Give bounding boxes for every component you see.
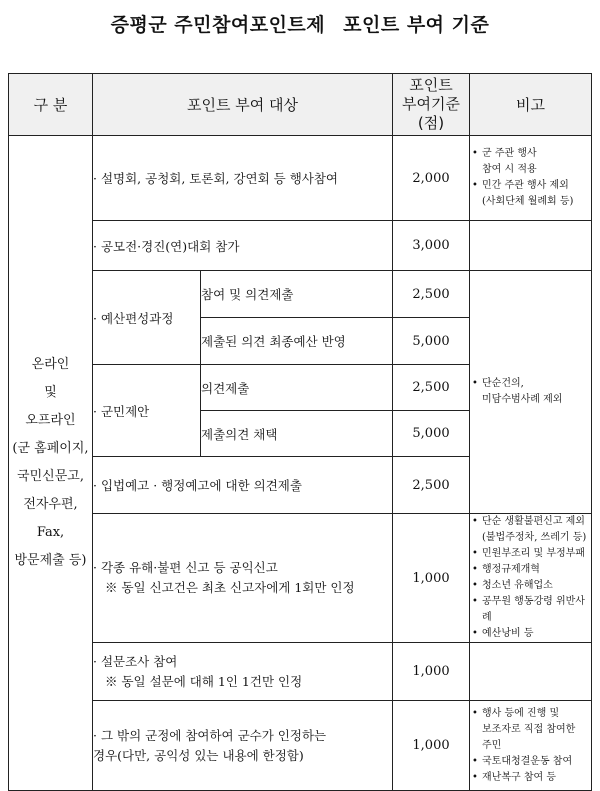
points-value: 2,500 (393, 271, 470, 318)
points-value: 2,500 (393, 457, 470, 514)
header-row (9, 74, 592, 136)
points-value: 1,000 (393, 643, 470, 701)
sub-item: 제출된 의견 최종예산 반영 (201, 318, 393, 365)
item-contest: · 공모전·경진(연)대회 참가 (93, 221, 393, 271)
points-value: 1,000 (393, 701, 470, 791)
table-row (9, 701, 592, 791)
item-budget: · 예산편성과정 (93, 271, 201, 365)
points-value: 5,000 (393, 411, 470, 457)
points-value: 2,000 (393, 136, 470, 221)
sub-item: 참여 및 의견제출 (201, 271, 393, 318)
item-survey: · 설문조사 참여 ※ 동일 설문에 대해 1인 1건만 인정 (93, 643, 393, 701)
points-criteria-table (8, 73, 592, 791)
table-row (9, 643, 592, 701)
document-title (0, 10, 600, 37)
note-cell: • 군 주관 행사 참여 시 적용 • 민간 주관 행사 제외 (사회단체 월례회 등) (470, 136, 592, 221)
item-legislative-notice: · 입법예고 · 행정예고에 대한 의견제출 (93, 457, 393, 514)
points-value: 1,000 (393, 514, 470, 643)
note-cell-empty (470, 221, 592, 271)
table-row (9, 271, 592, 318)
category-cell: 온라인 및 오프라인 (군 홈페이지, 국민신문고, 전자우편, Fax, 방문제출 등) (9, 136, 93, 791)
header-target: 포인트 부여 대상 (93, 74, 393, 136)
points-value: 3,000 (393, 221, 470, 271)
header-note: 비고 (470, 74, 592, 136)
points-value: 5,000 (393, 318, 470, 365)
header-points (393, 74, 470, 136)
item-proposal: · 군민제안 (93, 365, 201, 457)
title-left: 증평군 주민참여포인트제 (110, 14, 326, 36)
table-row (9, 221, 592, 271)
note-cell: • 행사 등에 진행 및 보조자로 직접 참여한 주민 • 국토대청결운동 참여 • 재난복구 참여 등 (470, 701, 592, 791)
item-public-report: · 각종 유해·불편 신고 등 공익신고 ※ 동일 신고건은 최초 신고자에게 1회만 인정 (93, 514, 393, 643)
header-points-line1: 포인트 (409, 76, 453, 94)
points-value: 2,500 (393, 365, 470, 411)
note-cell-empty (470, 643, 592, 701)
sub-item: 제출의견 채택 (201, 411, 393, 457)
sub-item: 의견제출 (201, 365, 393, 411)
item-other: · 그 밖의 군정에 참여하여 군수가 인정하는 경우(다만, 공익성 있는 내용에 한정함) (93, 701, 393, 791)
header-points-line3: (점) (417, 114, 445, 132)
table-row (9, 514, 592, 643)
header-points-line2: 부여기준 (402, 95, 460, 113)
table-row (9, 136, 592, 221)
note-cell: • 단순건의, 미담수범사례 제외 (470, 271, 592, 514)
title-right: 포인트 부여 기준 (343, 14, 490, 36)
note-cell: • 단순 생활불편신고 제외 (불법주정차, 쓰레기 등) • 민원부조리 및 부정부패 • 행정규제개혁 • 청소년 유해업소 • 공무원 행동강령 위반사례 • 예산낭비 등 (470, 514, 592, 643)
item-event-participation: · 설명회, 공청회, 토론회, 강연회 등 행사참여 (93, 136, 393, 221)
header-category: 구 분 (9, 74, 93, 136)
